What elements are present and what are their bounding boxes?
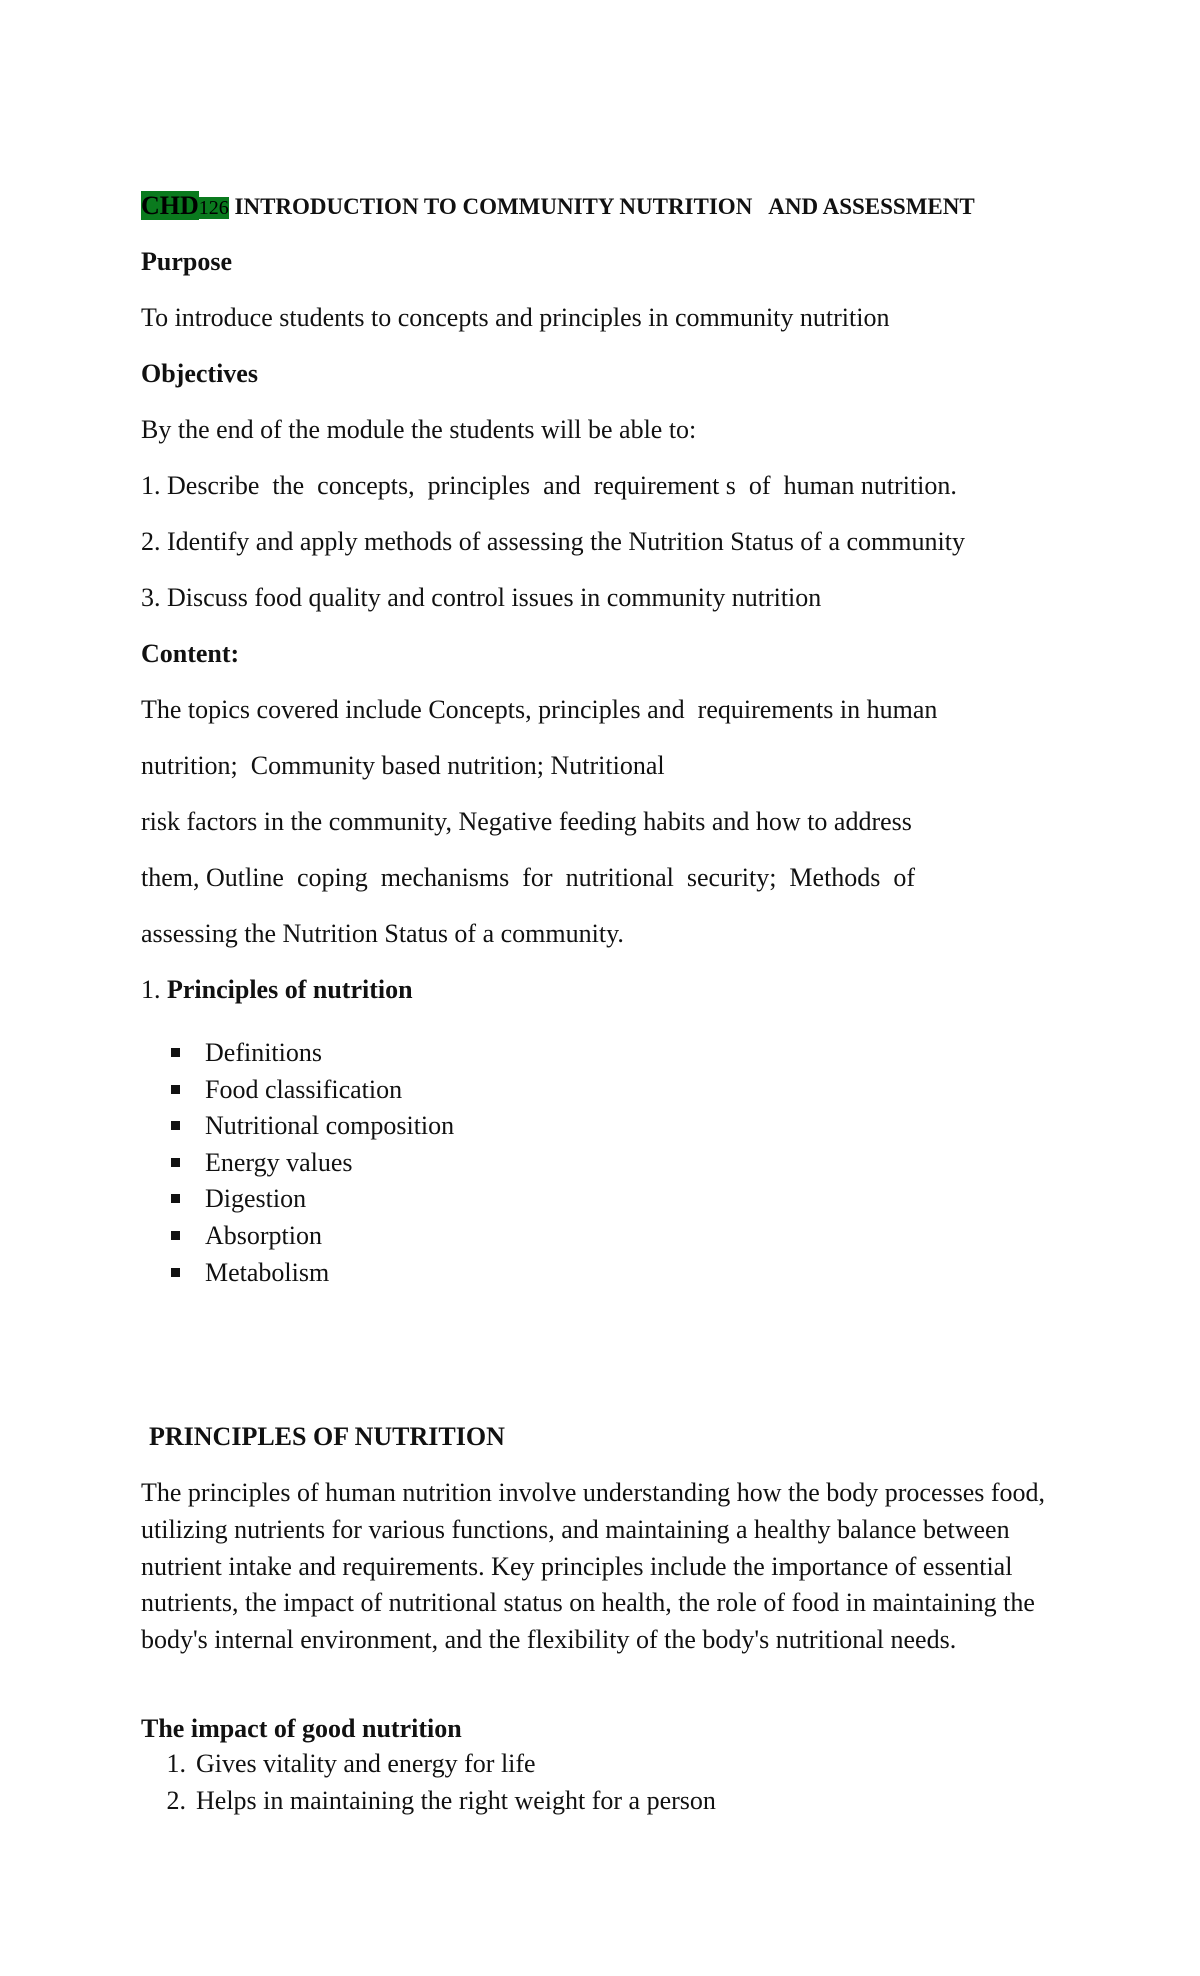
principles-outline-number: 1. xyxy=(141,975,161,1004)
impact-heading: The impact of good nutrition xyxy=(141,1714,462,1743)
list-item xyxy=(165,1145,454,1182)
list-item xyxy=(165,1181,454,1218)
list-item-text: Metabolism xyxy=(205,1257,330,1287)
content-line: them, Outline coping mechanisms for nutritional security; Methods of xyxy=(141,863,916,892)
list-item-number: 2. xyxy=(166,1785,186,1815)
principles-outline-heading: Principles of nutrition xyxy=(167,975,413,1004)
square-bullet-icon xyxy=(171,1048,180,1057)
list-item-text: Absorption xyxy=(205,1220,322,1250)
principles-outline-title xyxy=(141,974,413,1006)
course-code-number: 126 xyxy=(198,197,229,219)
content-heading: Content: xyxy=(141,639,240,668)
list-item-text: Definitions xyxy=(205,1038,322,1067)
list-item-text: Energy values xyxy=(205,1147,353,1177)
square-bullet-icon xyxy=(171,1085,180,1094)
list-item xyxy=(165,1035,454,1072)
principles-section-heading: PRINCIPLES OF NUTRITION xyxy=(149,1422,505,1451)
content-line: The topics covered include Concepts, principles and requirements in human xyxy=(141,695,938,724)
course-title-text: INTRODUCTION TO COMMUNITY NUTRITION AND ASSESSMENT xyxy=(234,194,975,219)
square-bullet-icon xyxy=(171,1158,180,1167)
square-bullet-icon xyxy=(171,1121,180,1130)
list-item-text: Nutritional composition xyxy=(205,1111,455,1141)
purpose-heading: Purpose xyxy=(141,247,232,276)
course-title xyxy=(141,190,975,224)
list-item-text: Helps in maintaining the right weight for a person xyxy=(196,1785,716,1815)
content-line: nutrition; Community based nutrition; Nutritional xyxy=(141,751,665,780)
list-item-text: Digestion xyxy=(205,1184,307,1214)
course-code-letters: CHD xyxy=(141,191,199,220)
list-item-number: 1. xyxy=(166,1749,186,1778)
objectives-intro: By the end of the module the students will be able to: xyxy=(141,415,697,444)
content-line: assessing the Nutrition Status of a community. xyxy=(141,919,624,948)
square-bullet-icon xyxy=(171,1268,180,1277)
principles-bullet-list xyxy=(165,1035,454,1291)
objective-item: 2. Identify and apply methods of assessing the Nutrition Status of a community xyxy=(141,527,965,556)
purpose-text: To introduce students to concepts and principles in community nutrition xyxy=(141,303,890,332)
principles-paragraph: The principles of human nutrition involve understanding how the body processes food, utilizing nutrients for various functions, and maintaining a healthy balance between nutrient intake and requirements. Key principles include the importance of essential nutrients, the impact of nutritional status on health, the role of food in maintaining the body's internal environment, and the flexibility of the body's nutritional needs. xyxy=(141,1478,1046,1655)
square-bullet-icon xyxy=(171,1231,180,1240)
list-item-text: Food classification xyxy=(205,1074,403,1104)
objective-item: 1. Describe the concepts, principles and requirement s of human nutrition. xyxy=(141,471,957,500)
content-line: risk factors in the community, Negative feeding habits and how to address xyxy=(141,807,912,836)
list-item-text: Gives vitality and energy for life xyxy=(196,1749,536,1778)
list-item xyxy=(165,1072,454,1109)
square-bullet-icon xyxy=(171,1194,180,1203)
impact-list xyxy=(141,1746,716,1819)
list-item xyxy=(165,1255,454,1292)
objectives-heading: Objectives xyxy=(141,359,258,388)
list-item xyxy=(165,1218,454,1255)
objective-item: 3. Discuss food quality and control issues in community nutrition xyxy=(141,583,822,612)
list-item xyxy=(165,1108,454,1145)
list-item xyxy=(141,1746,716,1783)
list-item xyxy=(141,1783,716,1820)
